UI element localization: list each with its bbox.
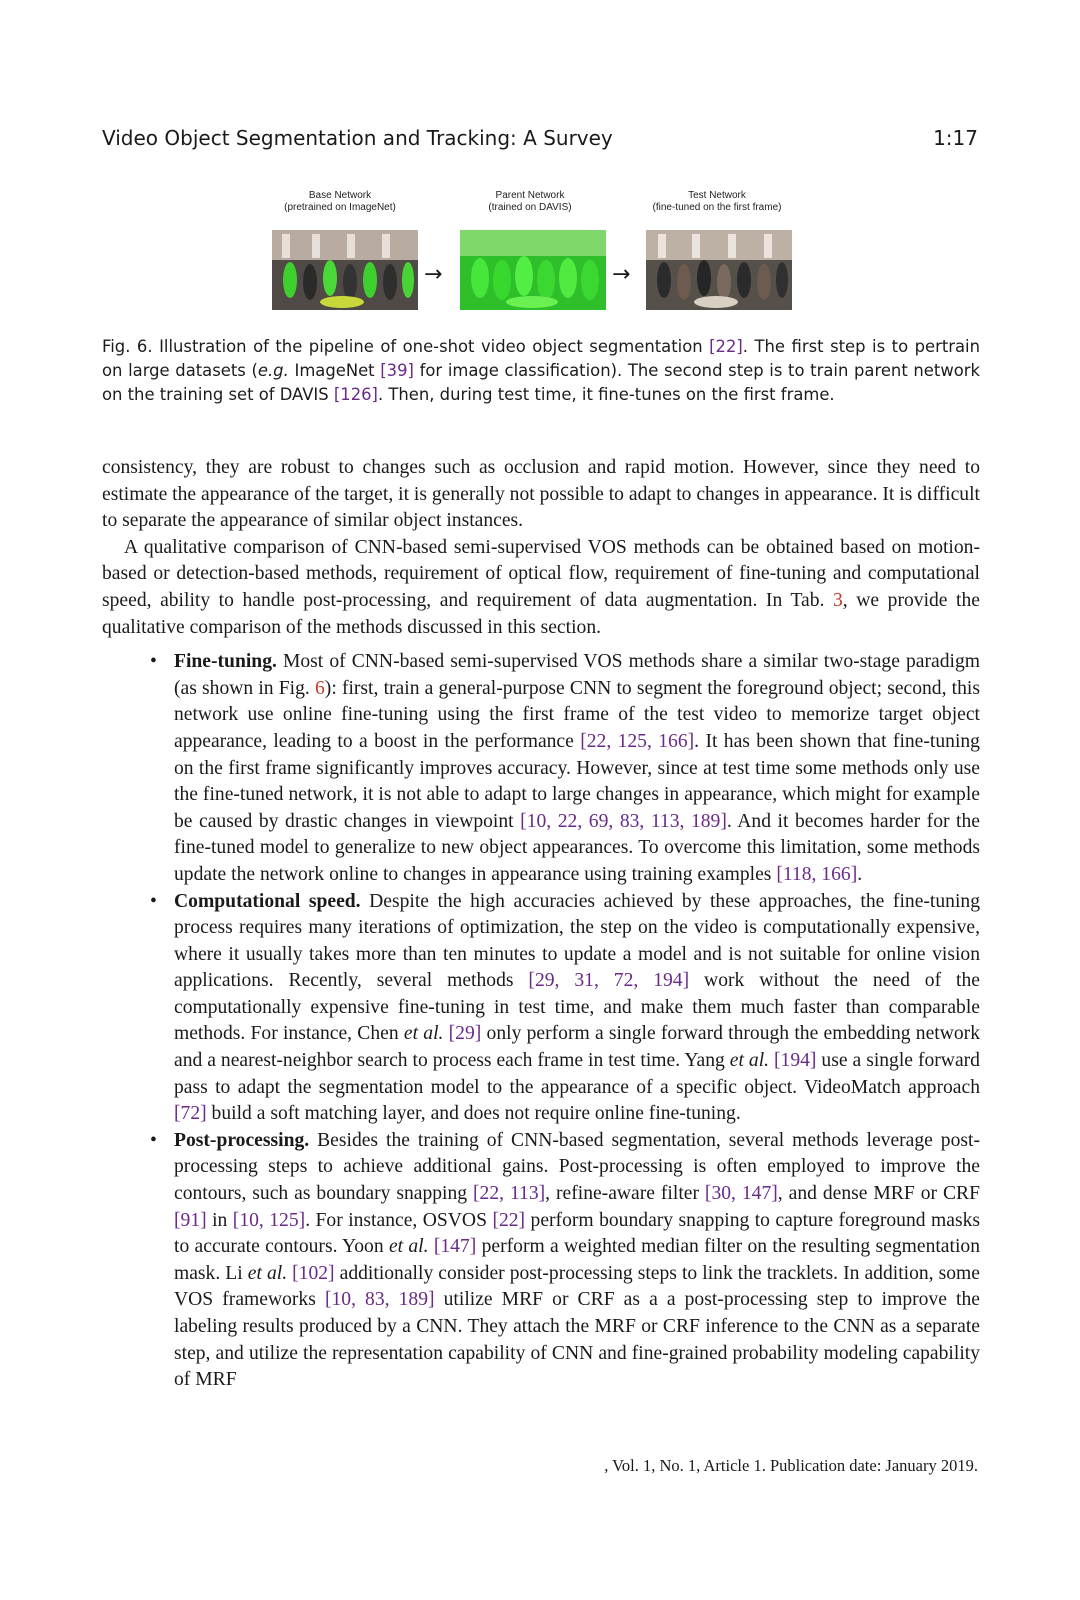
citation[interactable]: [126]	[333, 385, 378, 404]
figure-caption	[102, 335, 980, 407]
body-text	[102, 455, 980, 1394]
bullet-text: , refine-aware filter	[545, 1183, 705, 1205]
test-network-thumbnail	[646, 230, 792, 310]
bullet-text: use a single forward pass to adapt the segmentation model to the appearance of a specific object. VideoMatch approach	[174, 1050, 980, 1098]
bullet-text: perform a weighted median filter on the resulting segmentation mask. Li	[174, 1236, 980, 1284]
bullet-text: , and dense MRF or CRF	[777, 1183, 980, 1205]
publication-footer: , Vol. 1, No. 1, Article 1. Publication date: January 2019.	[604, 1456, 978, 1475]
panel-title: Parent Network	[495, 190, 565, 201]
bullet-text: . And it becomes harder for the fine-tuned model to generalize to new object appearances. To overcome this limitation, some methods update the network online to changes in appearance using training examples	[174, 810, 980, 885]
bullet-dot: •	[150, 651, 157, 673]
bullet-text: Besides the training of CNN-based segmentation, several methods leverage post-processing steps to achieve additional gains. Post-processing is often employed to improve the contours, such as boundary snapping	[174, 1129, 980, 1205]
figure-6	[270, 190, 810, 310]
citation[interactable]: [29]	[448, 1023, 482, 1045]
bullet-post-processing	[150, 1128, 980, 1394]
bullet-text: Most of CNN-based semi-supervised VOS methods share a similar two-stage paradigm (as shown in Fig.	[174, 651, 980, 699]
panel-base-network	[255, 190, 425, 214]
bullet-text: .	[857, 863, 863, 885]
citation[interactable]: [39]	[380, 361, 414, 380]
citation[interactable]: [102]	[292, 1262, 335, 1284]
bullet-text: . For instance, OSVOS	[305, 1209, 493, 1231]
bullet-list	[102, 649, 980, 1394]
paragraph-qualitative-comparison	[102, 535, 980, 641]
citation[interactable]: [10, 22, 69, 83, 113, 189]	[520, 810, 727, 832]
caption-text: Fig. 6. Illustration of the pipeline of one-shot video object segmentation	[102, 337, 710, 356]
bullet-heading: Fine-tuning.	[174, 651, 277, 673]
panel-subtitle: (fine-tuned on the first frame)	[652, 202, 782, 213]
italic-et-al: et al.	[247, 1262, 288, 1284]
citation[interactable]: [194]	[774, 1050, 817, 1072]
paragraph-text: A qualitative comparison of CNN-based semi-supervised VOS methods can be obtained based on motion-based or detection-based methods, requirement of optical flow, requirement of fine-tuning and computational speed, ability to handle post-processing, and requirement of data augmentation. In Tab.	[102, 536, 980, 611]
bullet-dot: •	[150, 890, 157, 912]
panel-title: Test Network	[688, 190, 746, 201]
caption-text: for image classification). The second step is to train parent network on the training set of DAVIS	[102, 361, 980, 404]
caption-text: . The first step is to pertrain on large datasets (	[102, 337, 980, 380]
bullet-text: only perform a single forward through the embedding network and a nearest-neighbor search to process each frame in test time. Yang	[174, 1023, 981, 1072]
bullet-text: build a soft matching layer, and does not require online fine-tuning.	[206, 1103, 741, 1125]
caption-italic: e.g.	[257, 361, 289, 380]
running-header	[102, 126, 978, 156]
bullet-text: Despite the high accuracies achieved by these approaches, the fine-tuning process requires many iterations of optimization, the step on the video is computationally expensive, where it usually takes more than ten minutes to update a model and is not suitable for online vision applications. Recently, several methods	[174, 890, 980, 992]
bullet-heading: Computational speed.	[174, 890, 361, 912]
panel-parent-network	[445, 190, 615, 214]
bullet-fine-tuning	[150, 649, 980, 888]
running-title: Video Object Segmentation and Tracking: A Survey	[102, 126, 613, 150]
italic-et-al: et al.	[388, 1236, 429, 1258]
bullet-heading: Post-processing.	[174, 1129, 310, 1151]
citation[interactable]: [22, 125, 166]	[580, 730, 695, 752]
citation[interactable]: [72]	[174, 1103, 207, 1125]
panel-subtitle: (pretrained on ImageNet)	[284, 202, 396, 213]
citation[interactable]: [22]	[709, 337, 743, 356]
bullet-dot: •	[150, 1129, 157, 1151]
citation[interactable]: [10, 125]	[232, 1209, 306, 1231]
page-number: 1:17	[933, 126, 978, 150]
bullet-text: in	[206, 1209, 233, 1231]
bullet-text: ): first, train a general-purpose CNN to segment the foreground object; second, this network use online fine-tuning using the first frame of the test video to memorize target object appearance, leading to a boost in the performance	[174, 677, 980, 752]
citation[interactable]: [22]	[492, 1209, 526, 1231]
italic-et-al: et al.	[729, 1050, 770, 1072]
figure-link[interactable]: 6	[315, 677, 325, 699]
panel-title: Base Network	[308, 190, 372, 201]
panel-subtitle: (trained on DAVIS)	[488, 202, 572, 213]
bullet-text: utilize MRF or CRF as a a post-processing step to improve the labeling results produced by a CNN. They attach the MRF or CRF inference to the CNN as a separate step, and utilize the representation capability of CNN and fine-grained probability modeling capability of MRF	[174, 1289, 980, 1391]
panel-test-network	[632, 190, 802, 214]
citation[interactable]: [91]	[174, 1209, 207, 1231]
italic-et-al: et al.	[403, 1023, 444, 1045]
base-network-thumbnail	[272, 230, 418, 310]
pipeline-arrow-2: →	[612, 262, 631, 287]
bullet-text: work without the need of the computationally expensive fine-tuning in test time, and make them much faster than comparable methods. For instance, Chen	[174, 970, 980, 1045]
citation[interactable]: [10, 83, 189]	[324, 1289, 435, 1311]
citation[interactable]: [29, 31, 72, 194]	[528, 970, 690, 992]
pipeline-arrow-1: →	[424, 262, 443, 287]
paragraph-text: , we provide the qualitative comparison of the methods discussed in this section.	[102, 589, 980, 638]
citation[interactable]: [118, 166]	[776, 863, 858, 885]
citation[interactable]: [22, 113]	[473, 1183, 546, 1205]
caption-text: ImageNet	[288, 361, 381, 380]
citation[interactable]: [147]	[433, 1236, 477, 1258]
table-link[interactable]: 3	[833, 589, 843, 611]
bullet-text: additionally consider post-processing steps to link the tracklets. In addition, some VOS frameworks	[174, 1262, 980, 1311]
citation[interactable]: [30, 147]	[704, 1183, 778, 1205]
bullet-text: perform boundary snapping to capture foreground masks to accurate contours. Yoon	[174, 1209, 980, 1258]
bullet-text: . It has been shown that fine-tuning on the first frame significantly improves accuracy. However, since at test time some methods only use the fine-tuned network, it is not able to adapt to large changes in appearance, which might for example be caused by drastic changes in viewpoint	[174, 730, 980, 832]
caption-text: . Then, during test time, it fine-tunes on the first frame.	[377, 385, 835, 404]
paragraph-consistency: consistency, they are robust to changes such as occlusion and rapid motion. However, since they need to estimate the appearance of the target, it is generally not possible to adapt to changes in appearance. It is difficult to separate the appearance of similar object instances.	[102, 457, 980, 532]
parent-network-thumbnail	[460, 230, 606, 310]
bullet-computational-speed	[150, 889, 981, 1128]
